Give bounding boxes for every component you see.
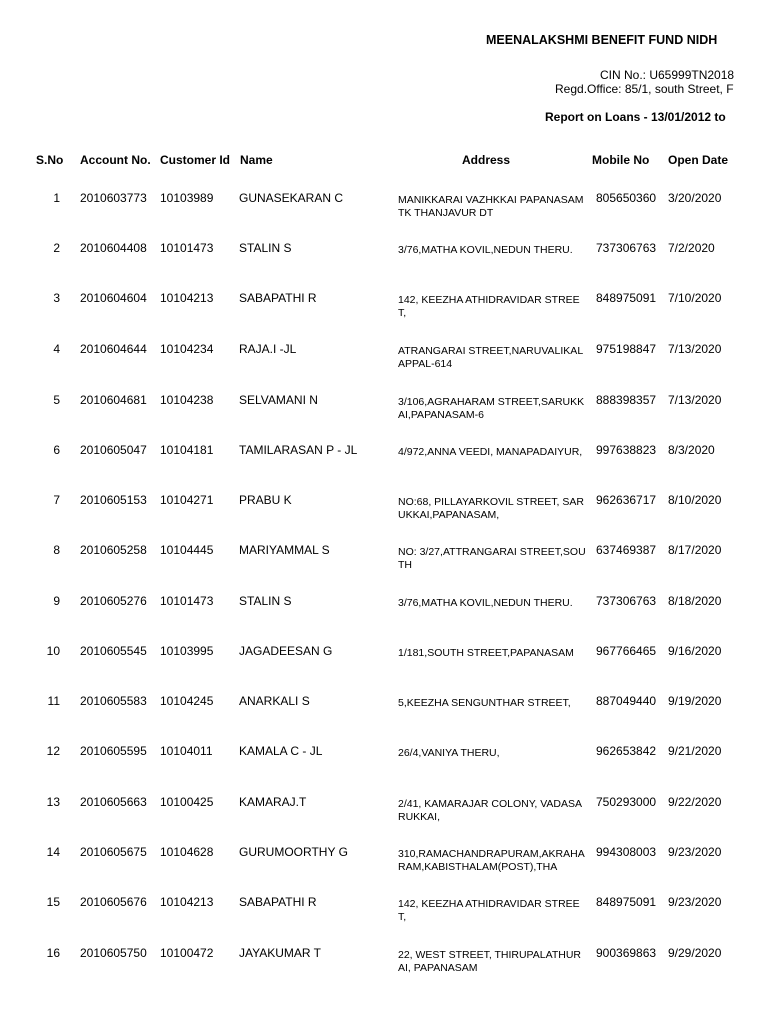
row-open-date: 8/18/2020 (668, 594, 722, 608)
row-account-number: 2010604644 (80, 342, 147, 356)
row-address: 26/4,VANIYA THERU, (398, 747, 500, 759)
row-address: MANIKKARAI VAZHKKAI PAPANASAM TK THANJAVUR DT (398, 194, 584, 219)
row-sno: 6 (53, 443, 60, 457)
table-row (0, 493, 768, 543)
row-mobile: 750293000 (596, 795, 657, 809)
row-name: KAMALA C - JL (239, 744, 323, 758)
row-account-number: 2010605047 (80, 443, 147, 457)
table-row (0, 644, 768, 694)
row-name: GUNASEKARAN C (239, 191, 344, 205)
row-open-date: 7/13/2020 (668, 342, 722, 356)
row-open-date: 8/10/2020 (668, 493, 722, 507)
row-address: 1/181,SOUTH STREET,PAPANASAM (398, 647, 574, 659)
row-customer-id: 10104213 (160, 895, 214, 909)
row-address: 142, KEEZHA ATHIDRAVIDAR STREET, (398, 294, 580, 319)
row-account-number: 2010605676 (80, 895, 147, 909)
row-name: SABAPATHI R (239, 895, 317, 909)
row-customer-id: 10103995 (160, 644, 214, 658)
table-row (0, 694, 768, 744)
row-address: 3/106,AGRAHARAM STREET,SARUKKAI,PAPANASAM-6 (398, 396, 585, 421)
row-mobile: 737306763 (596, 241, 657, 255)
row-address: 142, KEEZHA ATHIDRAVIDAR STREET, (398, 898, 580, 923)
row-sno: 4 (53, 342, 60, 356)
row-address: NO:68, PILLAYARKOVIL STREET, SARUKKAI,PAPANASAM, (398, 496, 584, 521)
row-customer-id: 10104181 (160, 443, 214, 457)
column-header-name: Name (240, 153, 273, 167)
row-open-date: 7/2/2020 (668, 241, 715, 255)
table-row (0, 946, 768, 996)
row-name: GURUMOORTHY G (239, 845, 348, 859)
row-customer-id: 10104238 (160, 393, 214, 407)
row-mobile: 997638823 (596, 443, 657, 457)
row-open-date: 7/13/2020 (668, 393, 722, 407)
row-mobile: 637469387 (596, 543, 657, 557)
table-row (0, 291, 768, 341)
row-account-number: 2010605750 (80, 946, 147, 960)
row-account-number: 2010605276 (80, 594, 147, 608)
row-customer-id: 10100425 (160, 795, 214, 809)
row-open-date: 9/19/2020 (668, 694, 722, 708)
row-open-date: 3/20/2020 (668, 191, 722, 205)
row-mobile: 962653842 (596, 744, 657, 758)
row-mobile: 975198847 (596, 342, 657, 356)
row-open-date: 9/22/2020 (668, 795, 722, 809)
row-address: ATRANGARAI STREET,NARUVALIKALAPPAL-614 (398, 345, 584, 370)
row-mobile: 737306763 (596, 594, 657, 608)
row-customer-id: 10104011 (160, 744, 213, 758)
row-open-date: 9/23/2020 (668, 845, 722, 859)
column-header-customer: Customer Id (160, 153, 231, 167)
row-mobile: 848975091 (596, 895, 657, 909)
table-row (0, 845, 768, 895)
row-address: 3/76,MATHA KOVIL,NEDUN THERU. (398, 244, 573, 256)
row-name: KAMARAJ.T (239, 795, 307, 809)
row-mobile: 887049440 (596, 694, 657, 708)
row-open-date: 9/23/2020 (668, 895, 722, 909)
row-sno: 3 (53, 291, 60, 305)
row-sno: 10 (46, 644, 60, 658)
row-customer-id: 10100472 (160, 946, 214, 960)
row-address: 2/41, KAMARAJAR COLONY, VADASARUKKAI, (398, 798, 583, 823)
row-sno: 5 (53, 393, 60, 407)
row-account-number: 2010604408 (80, 241, 147, 255)
row-name: STALIN S (239, 241, 292, 255)
row-customer-id: 10101473 (160, 241, 214, 255)
row-account-number: 2010605545 (80, 644, 147, 658)
table-row (0, 191, 768, 241)
row-mobile: 888398357 (596, 393, 657, 407)
table-row (0, 241, 768, 291)
row-mobile: 994308003 (596, 845, 657, 859)
table-row (0, 594, 768, 644)
row-sno: 2 (53, 241, 60, 255)
table-row (0, 443, 768, 493)
row-account-number: 2010605258 (80, 543, 147, 557)
row-customer-id: 10104271 (160, 493, 214, 507)
row-name: TAMILARASAN P - JL (239, 443, 358, 457)
row-customer-id: 10104245 (160, 694, 214, 708)
row-customer-id: 10103989 (160, 191, 214, 205)
row-customer-id: 10104234 (160, 342, 214, 356)
row-name: STALIN S (239, 594, 292, 608)
row-sno: 9 (53, 594, 60, 608)
cin-number: CIN No.: U65999TN2018 (600, 68, 735, 82)
row-open-date: 8/17/2020 (668, 543, 722, 557)
row-account-number: 2010605595 (80, 744, 147, 758)
report-title: Report on Loans - 13/01/2012 to (545, 110, 726, 124)
row-name: JAYAKUMAR T (239, 946, 322, 960)
column-header-open-date: Open Date (668, 153, 729, 167)
table-row (0, 342, 768, 392)
row-mobile: 805650360 (596, 191, 657, 205)
table-row (0, 895, 768, 945)
row-name: ANARKALI S (239, 694, 310, 708)
row-name: SABAPATHI R (239, 291, 317, 305)
row-sno: 12 (46, 744, 60, 758)
row-account-number: 2010604681 (80, 393, 147, 407)
column-header-address: Address (462, 153, 511, 167)
table-row (0, 543, 768, 593)
row-account-number: 2010605663 (80, 795, 147, 809)
row-name: RAJA.I -JL (239, 342, 297, 356)
row-sno: 13 (46, 795, 60, 809)
row-sno: 7 (53, 493, 60, 507)
row-open-date: 9/21/2020 (668, 744, 722, 758)
row-mobile: 962636717 (596, 493, 657, 507)
row-account-number: 2010605583 (80, 694, 147, 708)
row-name: SELVAMANI N (239, 393, 318, 407)
row-account-number: 2010603773 (80, 191, 147, 205)
row-open-date: 8/3/2020 (668, 443, 715, 457)
row-open-date: 7/10/2020 (668, 291, 722, 305)
row-mobile: 848975091 (596, 291, 657, 305)
row-address: 5,KEEZHA SENGUNTHAR STREET, (398, 697, 571, 709)
row-name: JAGADEESAN G (239, 644, 333, 658)
column-header-sno: S.No (36, 153, 64, 167)
row-account-number: 2010605675 (80, 845, 147, 859)
row-account-number: 2010604604 (80, 291, 147, 305)
column-header-mobile: Mobile No (592, 153, 650, 167)
row-address: 4/972,ANNA VEEDI, MANAPADAIYUR, (398, 446, 583, 458)
row-sno: 11 (47, 694, 60, 708)
row-mobile: 900369863 (596, 946, 657, 960)
row-account-number: 2010605153 (80, 493, 147, 507)
row-address: 310,RAMACHANDRAPURAM,AKRAHARAM,KABISTHALAM(POST),THA (398, 848, 585, 873)
row-address: 3/76,MATHA KOVIL,NEDUN THERU. (398, 597, 573, 609)
row-sno: 15 (46, 895, 60, 909)
row-address: NO: 3/27,ATTRANGARAI STREET,SOUTH (398, 546, 586, 571)
company-name: MEENALAKSHMI BENEFIT FUND NIDH (486, 33, 718, 47)
row-customer-id: 10101473 (160, 594, 214, 608)
column-header-account: Account No. (80, 153, 151, 167)
row-mobile: 967766465 (596, 644, 657, 658)
row-name: MARIYAMMAL S (239, 543, 330, 557)
row-open-date: 9/29/2020 (668, 946, 722, 960)
row-customer-id: 10104213 (160, 291, 214, 305)
row-customer-id: 10104445 (160, 543, 214, 557)
table-row (0, 795, 768, 845)
row-name: PRABU K (239, 493, 292, 507)
table-row (0, 744, 768, 794)
row-customer-id: 10104628 (160, 845, 214, 859)
row-sno: 14 (46, 845, 60, 859)
row-sno: 1 (53, 191, 60, 205)
registered-office: Regd.Office: 85/1, south Street, F (555, 82, 734, 96)
table-row (0, 393, 768, 443)
row-address: 22, WEST STREET, THIRUPALATHURAI, PAPANASAM (398, 949, 582, 974)
row-sno: 16 (46, 946, 60, 960)
row-sno: 8 (53, 543, 60, 557)
row-open-date: 9/16/2020 (668, 644, 722, 658)
